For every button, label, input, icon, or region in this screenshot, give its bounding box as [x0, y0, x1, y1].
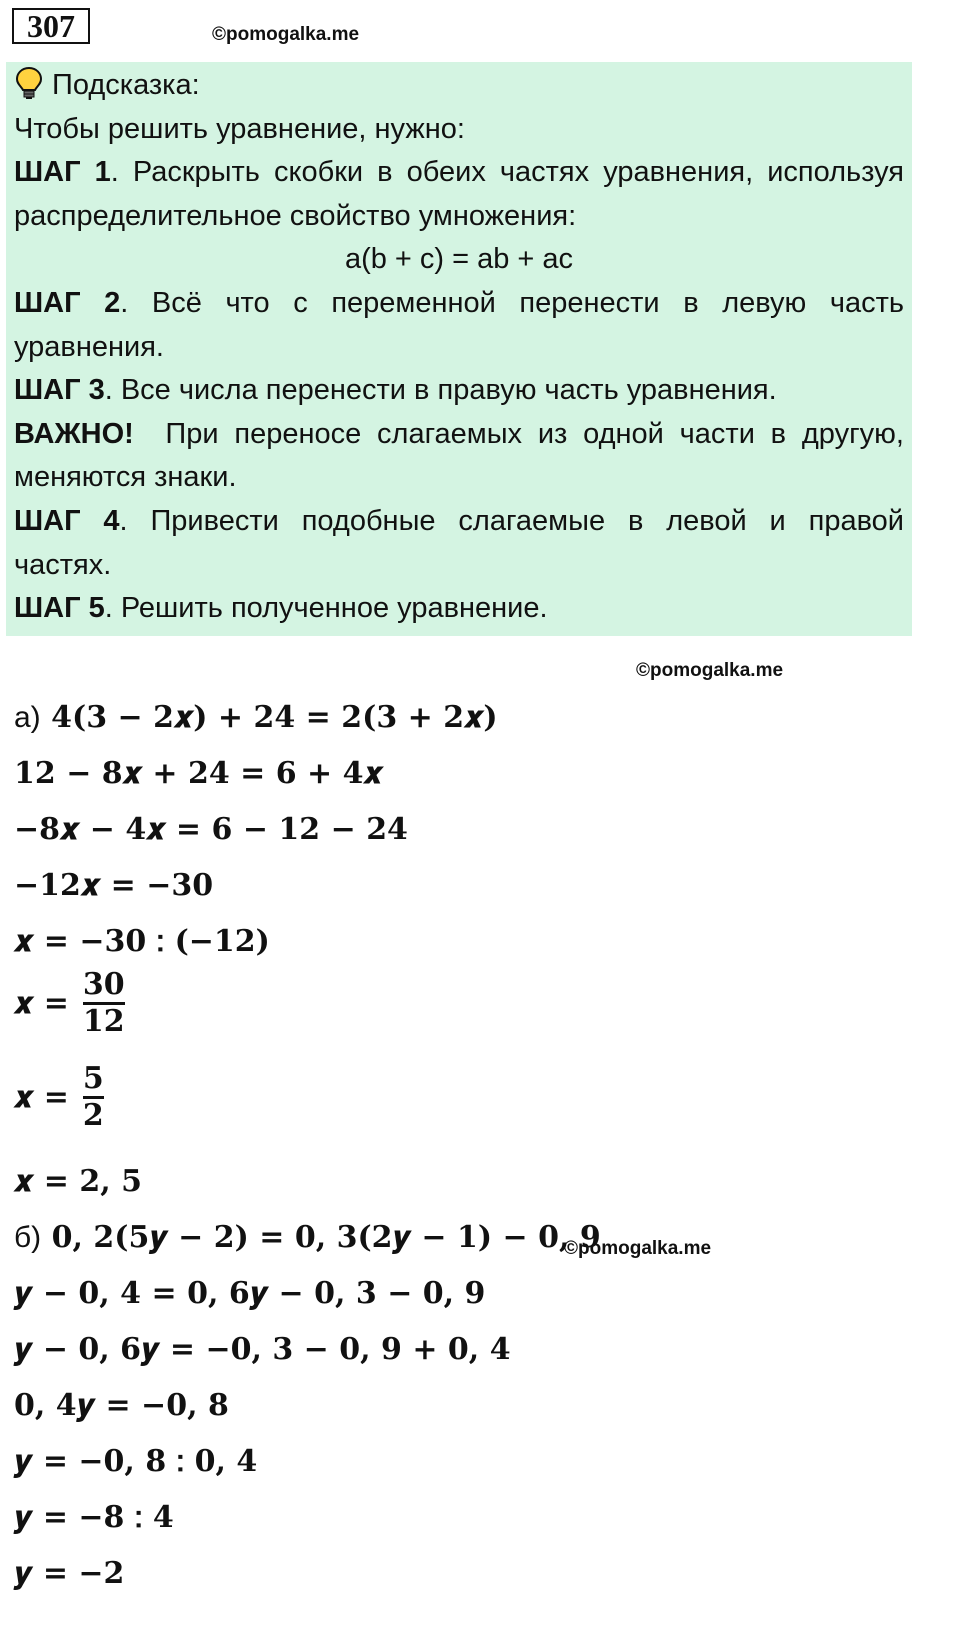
numerator: 5	[82, 1061, 104, 1096]
step2-label: ШАГ 2	[14, 286, 121, 319]
step4-text: . Привести подобные слагаемые в левой и правой	[119, 504, 904, 537]
denominator: 12	[82, 1004, 125, 1039]
step2-text: . Всё что с переменной перенести в левую часть	[120, 286, 904, 319]
step-line: 𝒙 = −30 ∶ (−12)	[14, 924, 270, 959]
hint-step1-cont: распределительное свойство умножения:	[14, 199, 577, 232]
hint-important-cont: меняются знаки.	[14, 461, 237, 494]
step-line: 12 − 8𝒙 + 24 = 6 + 4𝒙	[14, 756, 383, 791]
step5-label: ШАГ 5	[14, 592, 105, 625]
answer-b: 𝒚 = −2	[14, 1556, 125, 1591]
hint-step2-line	[14, 282, 904, 326]
step3-label: ШАГ 3	[14, 374, 105, 407]
step-line: −8𝒙 − 4𝒙 = 6 − 12 − 24	[14, 812, 408, 847]
equation-b	[14, 1218, 601, 1258]
answer-a: 𝒙 = 2, 5	[14, 1164, 142, 1199]
numerator: 30	[82, 967, 125, 1002]
label-b: б)	[14, 1221, 42, 1254]
lightbulb-icon	[14, 66, 44, 100]
step1-text: . Раскрыть скобки в обеих частях уравнения, используя	[110, 156, 904, 189]
hint-step4-line	[14, 500, 904, 544]
hint-formula: a(b + c) = ab + ac	[344, 243, 574, 276]
fraction	[83, 968, 125, 1039]
hint-step2-cont: уравнения.	[14, 330, 164, 363]
step-line: −12𝒙 = −30	[14, 868, 214, 903]
equation-a	[14, 698, 498, 738]
fraction	[83, 1062, 104, 1133]
step5-text: . Решить полученное уравнение.	[104, 592, 548, 625]
step-line: 𝒚 − 0, 4 = 0, 6𝒚 − 0, 3 − 0, 9	[14, 1276, 486, 1311]
fraction-lhs: 𝒙 =	[14, 1080, 69, 1115]
step-line: 𝒚 − 0, 6𝒚 = −0, 3 − 0, 9 + 0, 4	[14, 1332, 511, 1367]
hint-step5-line	[14, 587, 904, 631]
hint-intro: Чтобы решить уравнение, нужно:	[14, 112, 465, 145]
equation-b-text: 0, 2(5𝒚 − 2) = 0, 3(2𝒚 − 1) − 0, 9	[51, 1220, 601, 1255]
label-a: а)	[14, 701, 41, 734]
task-number: 307	[12, 8, 90, 44]
fraction-lhs: 𝒙 =	[14, 986, 69, 1021]
step-line: 𝒚 = −0, 8 ∶ 0, 4	[14, 1444, 258, 1479]
step-line: 0, 4𝒚 = −0, 8	[14, 1388, 229, 1423]
step3-text: . Все числа перенести в правую часть уравнения.	[104, 374, 777, 407]
hint-title: Подсказка:	[52, 69, 200, 101]
equation-a-text: 4(3 − 2𝒙) + 24 = 2(3 + 2𝒙)	[51, 700, 498, 735]
important-text: При переносе слагаемых из одной части в другую,	[165, 417, 904, 450]
hint-important-line	[14, 413, 904, 457]
fraction-line	[14, 1062, 104, 1133]
watermark: ©pomogalka.me	[636, 660, 784, 681]
step1-label: ШАГ 1	[14, 156, 111, 189]
fraction-line	[14, 968, 125, 1039]
hint-box	[6, 62, 912, 636]
hint-step4-cont: частях.	[14, 548, 112, 581]
step-line: 𝒚 = −8 ∶ 4	[14, 1500, 174, 1535]
hint-step3-line	[14, 369, 904, 413]
step4-label: ШАГ 4	[14, 504, 120, 537]
hint-step1-line	[14, 151, 904, 195]
denominator: 2	[82, 1098, 104, 1133]
watermark: ©pomogalka.me	[212, 24, 360, 45]
hint-title-line	[14, 64, 904, 108]
important-label: ВАЖНО!	[14, 417, 134, 450]
watermark: ©pomogalka.me	[564, 1238, 712, 1259]
